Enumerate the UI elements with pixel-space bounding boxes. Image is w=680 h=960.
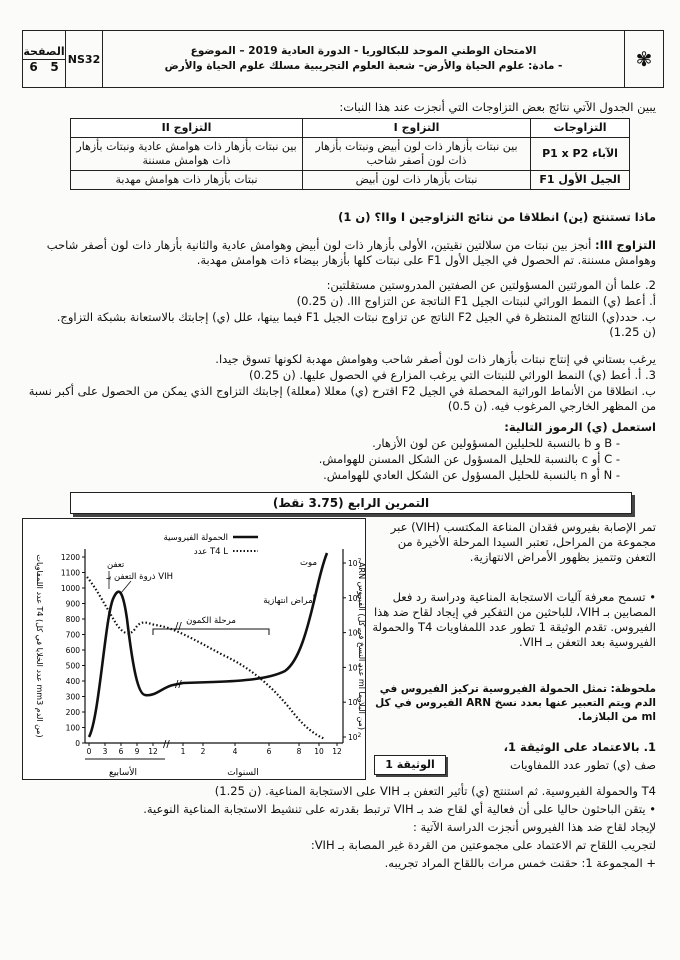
left-axis-tick-label: 200 [65, 708, 80, 717]
cross3-paragraph [26, 238, 656, 268]
page-counter [23, 31, 66, 87]
exam-title-line2: - مادة: علوم الحياة والأرض– شعبة العلوم التجريبية مسلك علوم الحياة والأرض [164, 60, 563, 72]
left-axis-tick-label: 800 [65, 615, 80, 624]
weeks-axis-tick-label: 12 [148, 747, 158, 756]
question-2a [26, 294, 656, 309]
ex4-paragraph-2: • تسمح معرفة آليات الاستجابة المناعية ودراسة رد فعل المصابين بـ VIH، للباحثين من التفكير في إيجاد لقاح ضد هذا الفيروس. تقدم الوثيقة 1 تطور عدد اللمفاويات T4 والحمولة الفيروسية بعد التعفن بـ VIH. [372, 590, 656, 649]
axis-break-mark: // [175, 621, 182, 632]
ex4-question-1b: صف (ي) تطور عدد اللمفاويات [510, 758, 656, 772]
right-axis-tick-label: $10^2$ [348, 732, 362, 742]
exam-code: NS32 [66, 31, 103, 87]
table-row [71, 138, 630, 171]
table-cell: الآباء P1 x P2 [531, 138, 630, 171]
annotation-death: موت [300, 558, 317, 568]
right-axis-tick-exponent: 5 [357, 627, 362, 635]
ex4-paragraph-1: تمر الإصابة بفيروس فقدان المناعة المكتسب (VIH) عبر مجموعة من المراحل، تعتبر السيدا المرحلة الأخيرة من التعفن وتتميز بظهور الأمراض الانتهازية. [390, 520, 656, 564]
question-2a-text: أ. أعط (ي) النمط الوراثي لنبتات الجيل F1 الناتجة عن التزاوج III. [346, 294, 656, 308]
years-axis-tick-label: 6 [266, 747, 272, 756]
ex4-question-1: 1. بالاعتماد على الوثيقة 1، [503, 740, 656, 754]
right-axis-tick-exponent: 3 [357, 697, 362, 705]
right-axis-tick-exponent: 4 [357, 662, 362, 670]
question-2b [26, 310, 656, 340]
left-axis-label: عدد اللمفاويات T4 (عدد الخلايا في كل mm3 من الدم) [35, 554, 44, 738]
right-axis-tick-exponent: 7 [357, 558, 362, 565]
ex4-question-1c-text: T4 والحمولة الفيروسية. ثم استنتج (ي) تأثير التعفن بـ VIH على الاستجابة المناعية. [265, 784, 656, 798]
left-axis-tick-label: 100 [65, 723, 80, 733]
table-cell: الجيل الأول F1 [531, 171, 630, 190]
years-axis-label: السنوات [227, 768, 259, 778]
intro-text: يبين الجدول الآتي نتائج بعض التزاوجات التي أنجزت عند هذا النبات: [339, 100, 656, 114]
weeks-axis-tick-label: 0 [86, 747, 92, 756]
ministry-logo-icon: ✾ [635, 47, 653, 71]
symbols-line-3: - N أو n بالنسبة للحليل المسؤول عن الشكل العادي للهوامش. [323, 468, 620, 482]
left-axis-ticks [61, 553, 85, 748]
ex4-note: ملحوظة: تمثل الحمولة الفيروسية تركيز الفيروس في الدم ويتم التعبير عنها بعدد نسخ ARN الفيروس في كل ml من البلازما. [375, 683, 656, 723]
annotation-peak: ذروة التعفن بـ VIH [106, 572, 173, 582]
table-header: التزاوجات [531, 119, 630, 138]
symbols-line-2: - C أو c بالنسبة للحليل المسؤول عن الشكل المسنن للهوامش. [318, 452, 620, 466]
table-row [71, 171, 630, 190]
ex4-paragraph-4: لإيجاد لقاح ضد هذا الفيروس أنجزت الدراسة الآتية : [412, 820, 656, 834]
years-axis-tick-label: 10 [314, 747, 324, 756]
table-cell: بين نبتات بأزهار ذات لون أبيض ونبتات بأزهار ذات لون أصفر شاحب [303, 138, 531, 171]
left-axis-tick-label: 300 [65, 692, 80, 702]
ex4-paragraph-6: + المجموعة 1: حقنت خمس مرات باللقاح المراد تجريبه. [384, 856, 656, 870]
question-3b-text: ب. انطلاقا من الأنماط الوراثية المحصلة في الجيل F2 اقترح (ي) معللا (معللة) إجابتك التزاوج الذي يمكن من الحصول على أكبر نسبة من المظهر الخارجي المرغوب فيه. [28, 384, 656, 413]
ex4-question-1c [26, 784, 656, 799]
weeks-axis-tick-label: 3 [102, 747, 108, 756]
question-2-intro: 2. علما أن المورثتين المسؤولتين عن الصفتين المدروستين مستقلتين: [326, 278, 656, 292]
left-axis-tick-label: 900 [65, 599, 80, 609]
annotation-latency: مرحلة الكمون [186, 616, 236, 626]
right-axis-tick-label: $10^5$ [348, 627, 362, 638]
question-1 [26, 210, 656, 225]
annotation-pointer [121, 581, 131, 593]
table-header-row [71, 119, 630, 138]
question-3b [26, 384, 656, 414]
years-axis-tick-label: 8 [296, 747, 302, 756]
left-axis-tick-label: 400 [65, 677, 80, 686]
weeks-axis-ticks [87, 743, 158, 756]
question-3b-score: (0.5 ن) [447, 399, 488, 413]
context-text: يرغب بستاني في إنتاج نبتات بأزهار ذات لون أصفر شاحب وهوامش مهدبة لكونها تسوق جيدا. [215, 352, 656, 366]
left-axis-tick-label: 0 [75, 739, 80, 748]
right-axis-tick-label: $10^4$ [348, 662, 362, 673]
left-axis-tick-label: 1000 [60, 584, 80, 593]
axis-break-mark: // [175, 679, 182, 690]
right-axis-tick-label: $10^6$ [348, 592, 362, 603]
question-2b-score: (1.25 ن) [609, 325, 656, 339]
left-axis-tick-label: 1200 [60, 553, 80, 562]
left-axis-tick-label: 1100 [60, 568, 80, 578]
question-3a-text: 3. أ. أعط (ي) النمط الوراثي للنبتات التي يرغب المزارع في الحصول عليها. [299, 368, 656, 382]
cross3-text: أنجز بين نبتات من سلالتين نقيتين، الأولى بأزهار ذات لون أبيض وهوامش عادية والثانية بأزهار ذات لون أصفر شاحب وهوامش مسننة. تم الحصول في الجيل الأول F1 على نبتات كلها بأزهار بيضاء ذات هوامش مهدبة. [46, 238, 656, 267]
table-header: التزاوج I [303, 119, 531, 138]
document-1-label: الوثيقة 1 [374, 755, 446, 775]
years-axis-tick-label: 1 [180, 747, 186, 756]
table-header: التزاوج II [71, 119, 303, 138]
symbols-title: استعمل (ي) الرموز التالية: [504, 420, 656, 434]
question-2a-score: (0.25 ن) [296, 294, 344, 308]
years-axis-ticks [181, 743, 342, 756]
exercise-4-title: التمرين الرابع (3.75 نقط) [70, 492, 632, 514]
exam-header [22, 30, 664, 88]
page-label: الصفحة [23, 45, 65, 58]
ex4-question-1-score: (1.25 ن) [214, 784, 262, 798]
years-axis-tick-label: 2 [200, 747, 206, 756]
page-current: 5 [50, 60, 59, 74]
exam-title [103, 31, 625, 87]
legend-viral-label: الحمولة الفيروسية [163, 533, 228, 543]
left-axis-tick-label: 500 [65, 661, 80, 671]
years-axis-tick-label: 12 [332, 747, 342, 756]
annotation-infection: تعفن [107, 560, 125, 570]
cross3-label: التزاوج III: [595, 238, 656, 252]
weeks-axis-label: الأسابيع [109, 768, 137, 778]
ex4-paragraph-3: • يتقن الباحثون حاليا على أن فعالية أي لقاح ضد بـ VIH ترتبط بقدرته على تنشيط الاستجابة المناعية النوعية. [143, 802, 656, 816]
left-axis-tick-label: 600 [65, 646, 80, 655]
right-axis-label: ARN الفيروس (عدد النسخ في كل ml من البلازما) [357, 562, 365, 730]
annotation-opportunistic: أمراض انتهازية [263, 596, 315, 606]
chart-svg [23, 519, 365, 779]
right-axis-tick-exponent: 2 [357, 732, 362, 739]
right-axis-tick-label: $10^3$ [348, 697, 362, 708]
question-1-text: ماذا تستنتج (ين) انطلاقا من نتائج التزاوجين I وII؟ [374, 210, 656, 224]
table-cell: نبتات بأزهار ذات هوامش مهدبة [71, 171, 303, 190]
years-axis-tick-label: 4 [232, 747, 238, 756]
weeks-axis-tick-label: 9 [134, 747, 140, 756]
ex4-paragraph-5: لتجريب اللقاح تم الاعتماد على مجموعتين من القردة غير المصابة بـ VIH: [310, 838, 656, 852]
table-cell: نبتات بأزهار ذات لون أبيض [303, 171, 531, 190]
left-axis-tick-label: 700 [65, 630, 80, 640]
weeks-axis-tick-label: 6 [118, 747, 124, 756]
crosses-table [70, 118, 630, 190]
symbols-line-1: - B و b بالنسبة للحليلين المسؤولين عن لون الأزهار. [372, 436, 620, 450]
table-cell: بين نبتات بأزهار ذات هوامش عادية ونبتات بأزهار ذات هوامش مسننة [71, 138, 303, 171]
axis-break-mark: // [163, 739, 170, 750]
question-3a [26, 368, 656, 383]
page-total: 6 [29, 60, 38, 74]
question-2b-text: ب. حدد(ي) النتائج المنتظرة في الجيل F2 الناتج عن تزاوج نبتات الجيل F1 فيما بينها، علل (ي) إجابتك بالاستعانة بشبكة التزاوج. [56, 310, 656, 324]
legend-t4-label: عدد T4 L [193, 547, 228, 557]
document-1-chart [22, 518, 366, 780]
right-axis-tick-exponent: 6 [357, 592, 362, 600]
exam-title-line1: الامتحان الوطني الموحد للبكالوريا - الدورة العادية 2019 – الموضوع [190, 45, 537, 57]
question-3a-score: (0.25 ن) [249, 368, 296, 382]
question-1-score: (1 ن) [338, 210, 371, 224]
right-axis-tick-label: $10^7$ [348, 558, 362, 568]
